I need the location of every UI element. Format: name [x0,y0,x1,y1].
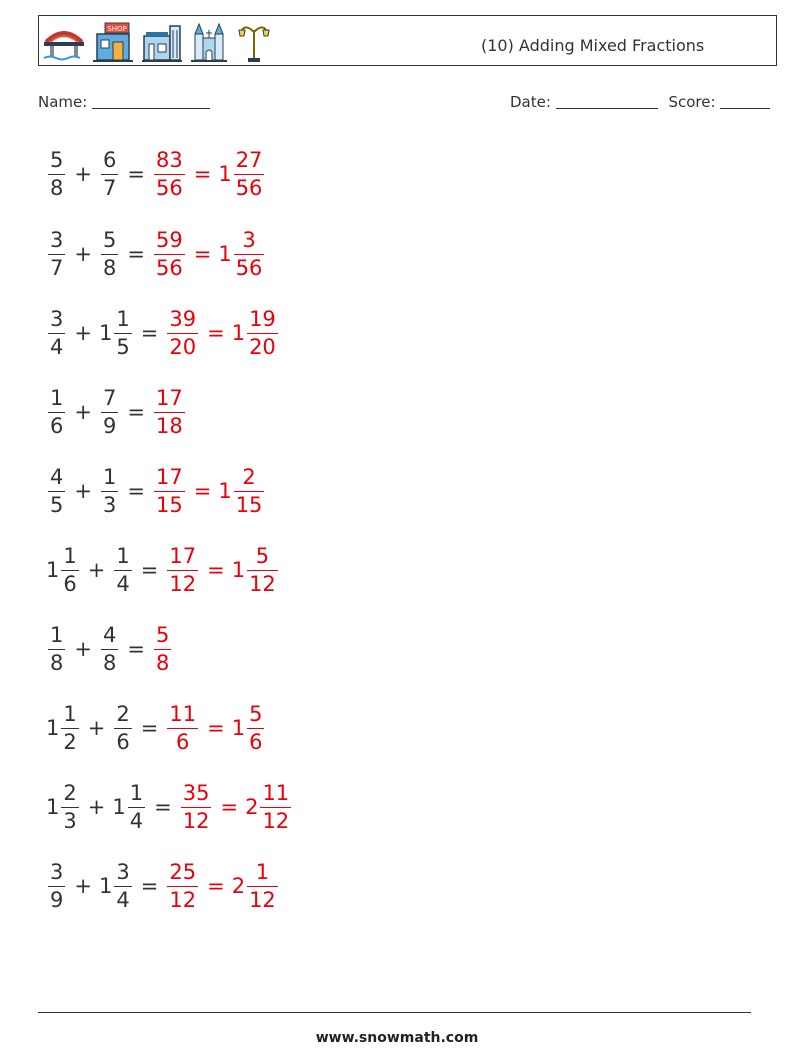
addend-b-whole: 1 [112,795,126,819]
answer-mixed-numerator: 2 [242,464,256,489]
addend-a-numerator: 3 [50,859,64,884]
answer-mixed-numerator: 5 [255,543,270,568]
answer-improper-fraction [167,543,198,596]
answer-improper-numerator: 17 [155,464,183,489]
date-label: Date: [510,93,551,111]
addend-a-numerator: 5 [50,147,64,172]
equals-sign: = [127,637,145,661]
answer-mixed-denominator: 56 [235,255,263,280]
answer-improper-denominator: 12 [182,808,210,833]
shop-icon [91,20,135,64]
addend-a-numerator: 1 [50,385,64,410]
answer-mixed-fraction [247,543,278,596]
answer-improper-numerator: 17 [155,385,183,410]
addend-b-fraction [114,859,131,912]
answer-improper-denominator: 12 [169,887,197,912]
addend-a-numerator: 2 [63,780,77,805]
addend-b-numerator: 1 [102,464,117,489]
answer [179,780,293,833]
problem-row [46,458,266,524]
problem-row [46,695,266,761]
answer-equals-sign: = [207,558,225,582]
addend-b-fraction [101,464,118,517]
answer-equals-sign: = [193,162,212,186]
problem-row [46,774,293,840]
answer-mixed-numerator: 11 [262,780,290,805]
addend-b-numerator: 1 [116,306,130,331]
addend-b-denominator: 4 [129,808,144,833]
answer-improper-numerator: 39 [169,306,197,331]
addend-a-denominator: 4 [50,334,64,359]
church-icon [189,20,229,64]
plus-sign: + [74,637,92,661]
answer-improper-numerator: 5 [155,622,170,647]
answer [152,227,266,280]
addend-b-fraction [114,543,131,596]
addend-b-denominator: 5 [116,334,130,359]
addend-b-fraction [101,147,118,200]
addend-b-numerator: 7 [102,385,117,410]
addend-b-whole: 1 [98,874,113,898]
answer-improper-numerator: 35 [182,780,210,805]
addend-b-denominator: 4 [116,887,130,912]
answer-mixed-numerator: 1 [255,859,270,884]
equals-sign: = [127,162,145,186]
date-blank[interactable] [556,94,658,109]
footer-url: www.snowmath.com [315,1030,479,1046]
svg-text:SHOP: SHOP [107,25,127,33]
answer-mixed-numerator: 27 [235,147,263,172]
addend-a-numerator: 4 [50,464,64,489]
bank-icon [140,20,184,64]
answer-mixed-whole: 1 [218,479,232,503]
addend-a-numerator: 1 [63,701,77,726]
answer-improper-numerator: 11 [169,701,197,726]
problem-row [46,537,280,603]
addend-a-denominator: 9 [50,887,64,912]
addend-a-numerator: 3 [50,306,64,331]
addend-a-fraction [48,859,65,912]
answer [165,701,266,754]
date-score-fields [510,93,770,111]
answer-improper-denominator: 18 [155,413,183,438]
addend-a-fraction [61,701,78,754]
addend-a-whole: 1 [46,558,60,582]
answer [152,464,266,517]
answer-mixed-fraction [234,464,265,517]
addend-a-denominator: 6 [63,571,77,596]
equals-sign: = [127,400,145,424]
answer-mixed-whole: 1 [231,716,246,740]
name-field [38,93,210,111]
plus-sign: + [87,558,106,582]
answer-equals-sign: = [207,874,225,898]
score-blank[interactable] [720,94,770,109]
addend-a-numerator: 1 [50,622,64,647]
answer-mixed-fraction [247,701,264,754]
worksheet-title: (10) Adding Mixed Fractions [481,36,705,55]
problem-row [46,300,280,366]
answer [152,147,266,200]
plus-sign: + [74,874,92,898]
answer-mixed-denominator: 12 [249,887,276,912]
addend-b-denominator: 8 [102,255,117,280]
addend-a-whole: 1 [46,795,60,819]
addend-a-whole: 1 [46,716,60,740]
plus-sign: + [87,795,106,819]
answer-mixed-numerator: 5 [249,701,263,726]
addend-a-numerator: 3 [50,227,64,252]
addend-b-fraction [101,385,118,438]
answer [152,622,173,675]
equals-sign: = [154,795,172,819]
answer-mixed-whole: 2 [245,795,259,819]
addend-a-fraction [48,306,65,359]
addend-b-fraction [114,306,131,359]
addend-b-whole: 1 [98,321,113,345]
answer-mixed-denominator: 6 [249,729,263,754]
addend-b-numerator: 4 [102,622,117,647]
problem-row [46,379,187,445]
answer-improper-fraction [181,780,212,833]
header-icons [42,20,274,64]
score-label: Score: [668,93,716,111]
plus-sign: + [74,242,92,266]
addend-b-fraction [101,622,118,675]
plus-sign: + [74,321,92,345]
answer-improper-denominator: 6 [176,729,190,754]
addend-a-denominator: 6 [50,413,64,438]
addend-a-denominator: 8 [50,175,64,200]
answer-improper-denominator: 15 [155,492,183,517]
problem-row [46,141,266,207]
problem-row [46,616,173,682]
plus-sign: + [74,479,92,503]
answer-mixed-fraction [247,306,278,359]
answer-improper-fraction [154,147,185,200]
addend-b-numerator: 1 [129,780,144,805]
answer-improper-fraction [154,464,185,517]
answer-mixed-denominator: 12 [262,808,290,833]
equals-sign: = [140,321,159,345]
answer-equals-sign: = [220,795,239,819]
addend-a-fraction [48,227,65,280]
equals-sign: = [140,558,159,582]
addend-b-denominator: 8 [102,650,117,675]
addend-a-denominator: 5 [50,492,64,517]
answer-equals-sign: = [207,716,225,740]
answer-improper-numerator: 25 [169,859,197,884]
addend-b-numerator: 1 [116,543,130,568]
addend-a-fraction [48,622,65,675]
addend-b-fraction [101,227,118,280]
answer-improper-fraction [167,306,198,359]
name-blank[interactable] [92,94,210,109]
addend-a-fraction [48,464,65,517]
addend-a-denominator: 2 [63,729,77,754]
answer-mixed-fraction [247,859,278,912]
worksheet-header [38,15,777,66]
answer [165,306,279,359]
addend-b-numerator: 3 [116,859,130,884]
addend-b-denominator: 3 [102,492,117,517]
answer-mixed-whole: 1 [231,558,246,582]
addend-b-denominator: 7 [102,175,117,200]
plus-sign: + [74,162,92,186]
addend-b-denominator: 6 [116,729,130,754]
answer-mixed-numerator: 19 [249,306,276,331]
answer-mixed-denominator: 12 [249,571,276,596]
plus-sign: + [87,716,106,740]
problem-row [46,221,266,287]
answer-improper-fraction [154,385,185,438]
answer [165,543,279,596]
equals-sign: = [127,242,145,266]
answer-mixed-fraction [234,227,265,280]
equals-sign: = [140,874,159,898]
answer-mixed-denominator: 15 [235,492,263,517]
answer-mixed-denominator: 20 [249,334,276,359]
addend-b-numerator: 6 [102,147,117,172]
problem-row [46,853,280,919]
answer-equals-sign: = [193,242,212,266]
answer-improper-fraction [167,701,198,754]
plus-sign: + [74,400,92,424]
equals-sign: = [127,479,145,503]
answer-mixed-denominator: 56 [235,175,263,200]
answer-improper-fraction [154,227,185,280]
answer-equals-sign: = [193,479,212,503]
answer-improper-denominator: 8 [155,650,170,675]
addend-b-numerator: 5 [102,227,117,252]
addend-a-fraction [61,780,78,833]
answer-mixed-whole: 1 [218,162,232,186]
footer-divider [38,1012,751,1013]
addend-a-fraction [61,543,78,596]
answer-mixed-numerator: 3 [242,227,256,252]
addend-a-denominator: 8 [50,650,64,675]
addend-a-numerator: 1 [63,543,77,568]
answer-mixed-whole: 2 [231,874,246,898]
street-lamp-icon [234,20,274,64]
answer-improper-numerator: 59 [155,227,183,252]
answer-improper-fraction [154,622,171,675]
answer-improper-denominator: 20 [169,334,197,359]
answer-mixed-whole: 1 [231,321,246,345]
addend-b-fraction [114,701,131,754]
answer [165,859,279,912]
answer-improper-fraction [167,859,198,912]
addend-b-denominator: 4 [116,571,130,596]
equals-sign: = [140,716,159,740]
answer-improper-denominator: 56 [155,255,183,280]
addend-a-fraction [48,385,65,438]
addend-b-denominator: 9 [102,413,117,438]
answer-equals-sign: = [207,321,225,345]
addend-a-denominator: 7 [50,255,64,280]
answer-improper-numerator: 83 [155,147,183,172]
answer-improper-numerator: 17 [169,543,197,568]
answer-mixed-whole: 1 [218,242,232,266]
answer-improper-denominator: 56 [155,175,183,200]
addend-b-fraction [128,780,145,833]
answer-improper-denominator: 12 [169,571,197,596]
answer-mixed-fraction [234,147,265,200]
answer [152,385,187,438]
addend-b-numerator: 2 [116,701,130,726]
bridge-icon [42,20,86,64]
answer-mixed-fraction [260,780,291,833]
name-label: Name: [38,93,88,111]
addend-a-denominator: 3 [63,808,77,833]
addend-a-fraction [48,147,65,200]
